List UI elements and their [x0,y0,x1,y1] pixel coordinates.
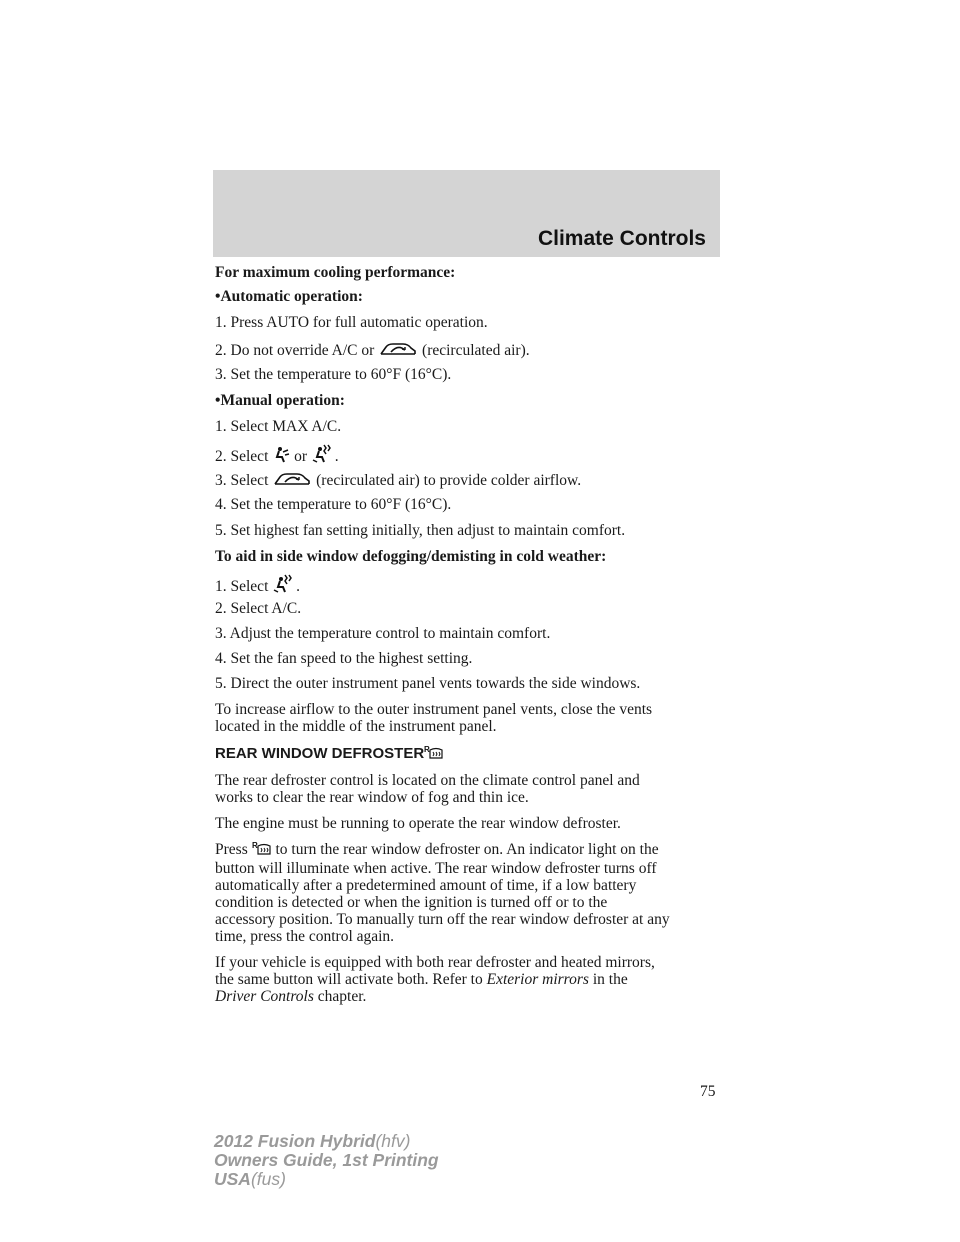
driver-controls-reference: Driver Controls [215,988,314,1005]
rear-paragraph-3-text-b: to turn the rear window defroster on. An indicator light on the [275,841,659,858]
rear-paragraph-3-text-a: Press [215,841,248,858]
floor-defrost-icon [272,574,292,598]
section-header [213,170,720,257]
manual-operation-heading [215,392,345,409]
rear-defrost-icon [252,841,272,861]
svg-text:R: R [251,841,258,850]
footer-model-code: (hfv) [375,1131,411,1151]
auto-step-2-text-a: 2. Do not override A/C or [215,342,375,359]
defog-step-1-text-a: 1. Select [215,578,269,595]
recirculated-air-icon [378,340,418,362]
rear-paragraph-2: The engine must be running to operate the rear window defroster. [215,815,621,832]
rear-defroster-heading-text: REAR WINDOW DEFROSTER [215,745,425,762]
rear-paragraph-4-line-3 [215,988,366,1005]
document-footer [214,1132,439,1189]
cooling-heading: For maximum cooling performance: [215,264,456,281]
footer-market: USA [214,1169,251,1189]
manual-step-2 [215,444,339,468]
manual-step-4: 4. Set the temperature to 60°F (16°C). [215,496,452,513]
rear-paragraph-4-text-c: in the [592,971,628,988]
rear-paragraph-3-line-4: condition is detected or when the ignition is turned off or to the [215,894,608,911]
section-title: Climate Controls [537,227,706,250]
rear-paragraph-4-text-a: the same button will activate both. Refer to [215,971,483,988]
defog-step-5: 5. Direct the outer instrument panel vents towards the side windows. [215,675,641,692]
auto-step-1: 1. Press AUTO for full automatic operation. [215,314,488,331]
floor-defrost-icon [311,444,331,468]
defog-step-3: 3. Adjust the temperature control to maintain comfort. [215,625,551,642]
exterior-mirrors-reference: Exterior mirrors [486,971,589,988]
manual-step-2-text-b: or [294,448,308,465]
footer-line-3 [214,1170,439,1189]
recirculated-air-icon [272,470,312,492]
defog-step-1 [215,574,300,598]
auto-heading-text: Automatic operation: [220,288,363,305]
rear-defrost-icon [424,745,444,765]
footer-line-1 [214,1132,439,1151]
manual-step-2-text-a: 2. Select [215,448,269,465]
rear-defroster-heading [215,745,444,765]
panel-floor-icon [272,446,290,468]
bullet: • [215,392,221,409]
rear-paragraph-3-line-5: accessory position. To manually turn off the rear window defroster at any [215,911,670,928]
manual-step-3 [215,470,581,492]
defog-step-1-text-b: . [296,578,300,595]
defog-step-2: 2. Select A/C. [215,600,302,617]
manual-heading-text: Manual operation: [220,392,345,409]
rear-paragraph-3-line-6: time, press the control again. [215,928,395,945]
manual-step-3-text-a: 3. Select [215,472,269,489]
rear-paragraph-3-line-2: button will illuminate when active. The rear window defroster turns off [215,860,657,877]
rear-paragraph-3-line-3: automatically after a predetermined amount of time, if a low battery [215,877,637,894]
defog-heading: To aid in side window defogging/demisting in cold weather: [215,548,607,565]
rear-paragraph-1-line-1: The rear defroster control is located on the climate control panel and [215,772,640,789]
manual-step-5: 5. Set highest fan setting initially, then adjust to maintain comfort. [215,522,626,539]
auto-step-3: 3. Set the temperature to 60°F (16°C). [215,366,452,383]
airflow-paragraph-line-1: To increase airflow to the outer instrument panel vents, close the vents [215,701,653,718]
airflow-paragraph-line-2: located in the middle of the instrument panel. [215,718,497,735]
rear-paragraph-3-line-1 [215,841,659,861]
bullet: • [215,288,221,305]
rear-paragraph-1-line-2: works to clear the rear window of fog and thin ice. [215,789,529,806]
manual-step-2-text-c: . [334,448,339,465]
auto-step-2 [215,340,530,362]
rear-paragraph-4-line-1: If your vehicle is equipped with both rear defroster and heated mirrors, [215,954,655,971]
rear-paragraph-4-text-d: chapter. [317,988,367,1005]
defog-step-4: 4. Set the fan speed to the highest setting. [215,650,473,667]
manual-step-1: 1. Select MAX A/C. [215,418,342,435]
svg-text:R: R [424,745,430,754]
footer-model: 2012 Fusion Hybrid [214,1131,376,1151]
rear-paragraph-4-line-2 [215,971,628,988]
auto-step-2-text-b: (recirculated air). [422,342,530,359]
auto-operation-heading [215,288,363,305]
manual-step-3-text-b: (recirculated air) to provide colder airflow. [316,472,582,489]
page-number: 75 [700,1083,716,1100]
footer-line-2: Owners Guide, 1st Printing [214,1150,439,1170]
footer-market-code: (fus) [250,1169,286,1189]
